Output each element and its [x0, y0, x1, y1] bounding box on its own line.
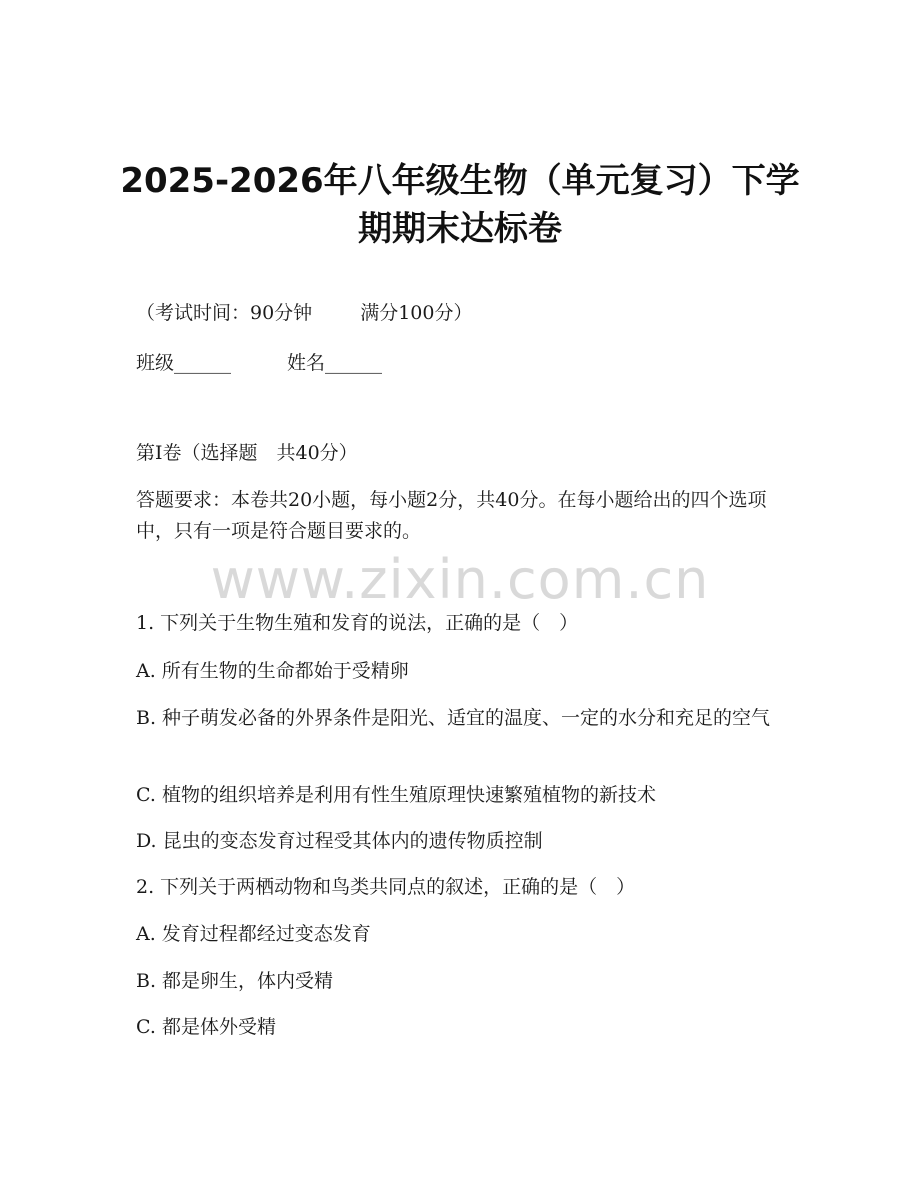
watermark: www.zixin.com.cn — [210, 548, 710, 611]
name-field-label: 姓名______ — [287, 352, 383, 374]
question-1-stem: 1. 下列关于生物生殖和发育的说法，正确的是（ ） — [136, 612, 579, 634]
question-2-option-b: B. 都是卵生，体内受精 — [136, 970, 334, 992]
question-2-option-a: A. 发育过程都经过变态发育 — [136, 923, 371, 945]
student-info — [136, 348, 786, 378]
question-2-option-c: C. 都是体外受精 — [136, 1016, 276, 1038]
question-1-option-d: D. 昆虫的变态发育过程受其体内的遗传物质控制 — [136, 830, 543, 852]
question-1-option-b: B. 种子萌发必备的外界条件是阳光、适宜的温度、一定的水分和充足的空气 — [136, 707, 771, 729]
section-instructions: 答题要求：本卷共20小题，每小题2分，共40分。在每小题给出的四个选项中，只有一项是符合题目要求的。 — [136, 489, 767, 542]
exam-full-score: 满分100分） — [360, 302, 473, 324]
exam-time: （考试时间：90分钟 — [136, 302, 313, 324]
exam-info — [136, 298, 786, 328]
question-1-option-c: C. 植物的组织培养是利用有性生殖原理快速繁殖植物的新技术 — [136, 784, 656, 806]
exam-title-line-1: 2025-2026年八年级生物（单元复习）下学 — [120, 161, 800, 201]
class-field-label: 班级______ — [136, 352, 232, 374]
question-1-option-a: A. 所有生物的生命都始于受精卵 — [136, 660, 409, 682]
question-2-stem: 2. 下列关于两栖动物和鸟类共同点的叙述，正确的是（ ） — [136, 876, 636, 898]
exam-title-line-2: 期期末达标卷 — [358, 209, 562, 249]
section-heading: 第I卷（选择题 共40分） — [136, 442, 358, 464]
